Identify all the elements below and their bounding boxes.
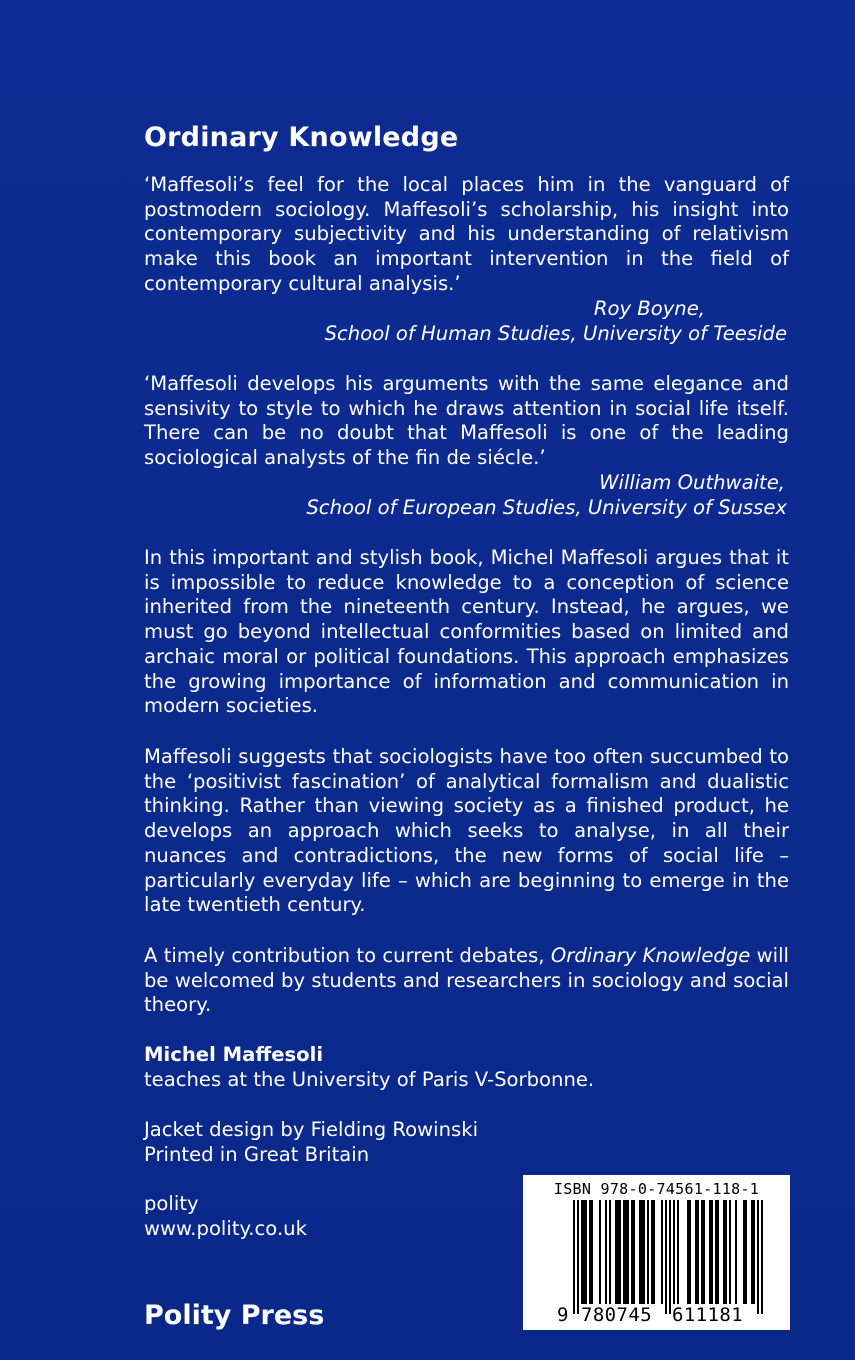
barcode-bar bbox=[661, 1200, 663, 1304]
barcode-bar bbox=[591, 1200, 593, 1304]
barcode-bar bbox=[653, 1200, 655, 1304]
barcode-bar bbox=[673, 1200, 675, 1304]
author-bio: teaches at the University of Paris V-Sorbonne. bbox=[144, 1068, 595, 1091]
paragraph-text: A timely contribution to current debates, bbox=[144, 944, 551, 967]
barcode-bar bbox=[729, 1200, 731, 1304]
barcode-bar bbox=[605, 1200, 607, 1304]
barcode-bar bbox=[585, 1200, 587, 1304]
book-title: Ordinary Knowledge bbox=[144, 122, 459, 153]
isbn-label: ISBN 978-0-74561-118-1 bbox=[553, 1180, 760, 1198]
attribution-affiliation: School of Human Studies, University of Teeside bbox=[324, 321, 787, 345]
barcode-bar bbox=[615, 1200, 617, 1304]
barcode-bar bbox=[617, 1200, 619, 1304]
jacket-credit: Jacket design by Fielding Rowinski bbox=[144, 1118, 479, 1141]
publisher-url[interactable]: www.polity.co.uk bbox=[144, 1217, 307, 1240]
barcode-bar bbox=[711, 1200, 713, 1304]
author-name: Michel Maffesoli bbox=[144, 1043, 324, 1066]
barcode-bar bbox=[651, 1200, 653, 1304]
barcode-bar bbox=[627, 1200, 629, 1304]
ean-digits bbox=[523, 1304, 790, 1326]
barcode-bar bbox=[573, 1200, 575, 1314]
barcode-bar bbox=[697, 1200, 699, 1304]
ean-first-digit: 9 bbox=[557, 1304, 569, 1326]
attribution-boyne bbox=[325, 297, 787, 346]
book-title-inline: Ordinary Knowledge bbox=[550, 944, 751, 967]
barcode-bar bbox=[583, 1200, 585, 1304]
description-paragraph-3 bbox=[144, 944, 789, 1018]
attribution-outhwaite bbox=[306, 471, 787, 520]
barcode-bar bbox=[599, 1200, 601, 1304]
barcode-bar bbox=[725, 1200, 727, 1304]
barcode-bar bbox=[695, 1200, 697, 1304]
barcode-bar bbox=[619, 1200, 621, 1304]
barcode-bar bbox=[669, 1200, 671, 1314]
barcode-bar bbox=[743, 1200, 745, 1304]
barcode-bar bbox=[687, 1200, 689, 1304]
attribution-affiliation: School of European Studies, University of Sussex bbox=[306, 495, 787, 519]
barcode-bar bbox=[735, 1200, 737, 1304]
barcode-bar bbox=[757, 1200, 759, 1314]
barcode-bar bbox=[709, 1200, 711, 1304]
barcode-bar bbox=[761, 1200, 763, 1314]
description-paragraph-1: In this important and stylish book, Michel Maffesoli argues that it is impossible to reduce knowledge to a conception of science inherited from the nineteenth century. Instead, he argues, we must go beyond intellectual conformities based on limited and archaic moral or political foundations. This approach emphasizes the growing importance of information and communication in modern societies. bbox=[144, 546, 789, 718]
barcode-bar bbox=[639, 1200, 641, 1304]
barcode-bar bbox=[643, 1200, 645, 1304]
attribution-name: William Outhwaite, bbox=[599, 471, 785, 494]
description-paragraph-2: Maffesoli suggests that sociologists have too often succumbed to the ‘positivist fascination’ of analytical formalism and dualistic thinking. Rather than viewing society as a finished product, he develops an approach which seeks to analyse, in all their nuances and contradictions, the new forms of social life – particularly everyday life – which are beginning to emerge in the late twentieth century. bbox=[144, 745, 789, 917]
printed-credit: Printed in Great Britain bbox=[144, 1143, 370, 1166]
barcode-bar bbox=[753, 1200, 755, 1304]
barcode-bar bbox=[647, 1200, 649, 1304]
barcode-bar bbox=[641, 1200, 643, 1304]
quote-boyne: ‘Maffesoli’s feel for the local places him in the vanguard of postmodern sociology. Maffesoli’s scholarship, his insight into contemporary subjectivity and his understanding of relativism make this book an important intervention in the field of contemporary cultural analysis.’ bbox=[144, 173, 789, 295]
barcode-bar bbox=[631, 1200, 633, 1304]
paragraph-text: will be welcomed by students and researchers in sociology and social theory. bbox=[144, 944, 789, 1017]
barcode-bar bbox=[715, 1200, 717, 1304]
barcode-bar bbox=[623, 1200, 625, 1304]
attribution-name: Roy Boyne, bbox=[593, 297, 705, 320]
ean-left-digits: 780745 bbox=[581, 1304, 653, 1326]
barcode-bar bbox=[703, 1200, 705, 1304]
barcode-bar bbox=[701, 1200, 703, 1304]
ean-right-digits: 611181 bbox=[672, 1304, 744, 1326]
publisher-name: polity bbox=[144, 1192, 199, 1215]
barcode-bar bbox=[625, 1200, 627, 1304]
barcode-bar bbox=[677, 1200, 679, 1304]
barcode-bar bbox=[723, 1200, 725, 1304]
barcode-bar bbox=[577, 1200, 579, 1314]
barcode-bar bbox=[717, 1200, 719, 1304]
publisher-logo: Polity Press bbox=[144, 1300, 325, 1331]
barcode-bar bbox=[581, 1200, 583, 1304]
barcode-bar bbox=[609, 1200, 611, 1304]
quote-outhwaite: ‘Maffesoli develops his arguments with the same elegance and sensivity to style to which he draws attention in social life itself. There can be no doubt that Maffesoli is one of the leading sociological analysts of the fin de siécle.’ bbox=[144, 372, 789, 470]
isbn-barcode bbox=[523, 1175, 790, 1330]
barcode-bar bbox=[751, 1200, 753, 1304]
barcode-bar bbox=[589, 1200, 591, 1304]
barcode-bar bbox=[745, 1200, 747, 1304]
barcode-bar bbox=[689, 1200, 691, 1304]
barcode-bar bbox=[633, 1200, 635, 1304]
barcode-bar bbox=[665, 1200, 667, 1314]
